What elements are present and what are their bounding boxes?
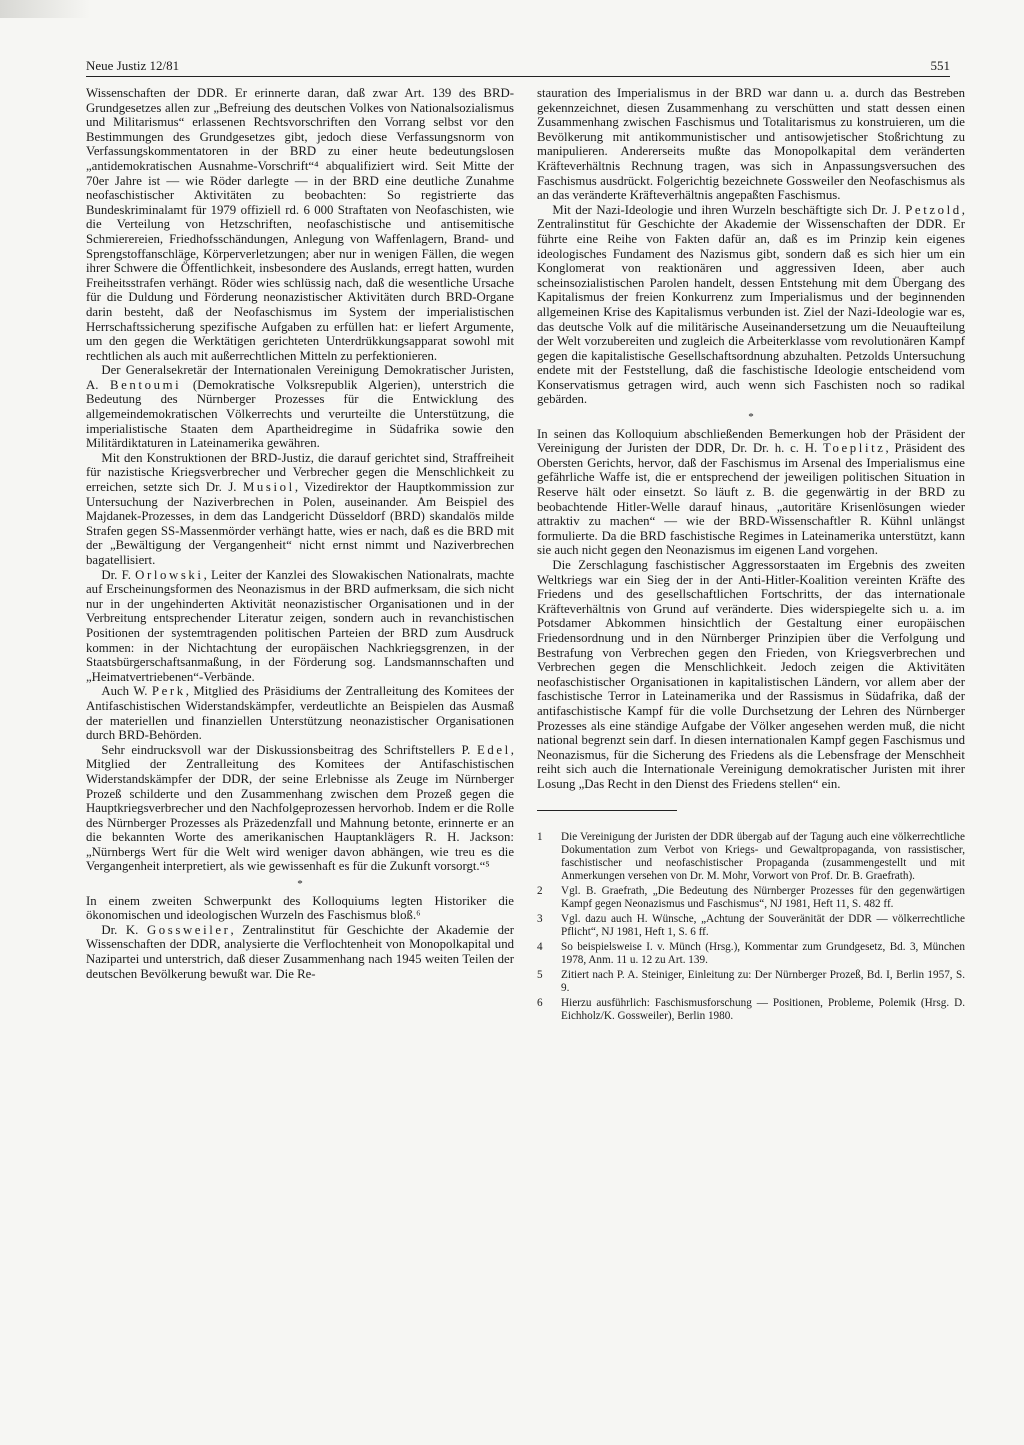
journal-issue: Neue Justiz 12/81	[86, 58, 180, 73]
running-header	[86, 56, 950, 77]
paragraph: Wissenschaften der DDR. Er erinnerte daran, daß zwar Art. 139 des BRD-Grundgesetzes allen zur „Befreiung des deutschen Volkes von Nationalsozialismus und Militarismus“ erlassenen Rechtsvorschriften den Vorrang selbst vor den Bestimmungen des Grundgesetzes gibt, jedoch diese Verfassungsnorm von Verfassungskommentatoren in der BRD zu einer heute bedeutungslosen „antidemokratischen Ausnahme-Vorschrift“⁴ abqualifiziert wird. Seit Mitte der 70er Jahre ist — wie Röder darlegte — in der BRD eine deutliche Zunahme neofaschistischer Aktivitäten zu beobachten: So registrierte das Bundeskriminalamt für 1979 offiziell rd. 6 000 Straftaten von Neofaschisten, wie die Verteilung von Hetzschriften, neofaschistische und antisemitische Schmierereien, Friedhofsschändungen, Anlegung von Waffenlagern, Brand- und Sprengstoffanschläge, Körperverletzungen; aber nur in wenigen Fällen, die wegen ihrer Schwere die Öffentlichkeit, insbesondere des Auslands, erregt hatten, wurden Freiheitsstrafen verhängt. Röder wies schlüssig nach, daß die wesentliche Ursache für die Duldung und Förderung neonazistischer Aktivitäten durch BRD-Organe darin besteht, daß der Neofaschismus im System der imperialistischen Herrschaftssicherung spezifische Aufgaben zu erfüllen hat: er liefert Argumente, um den gegen die Werktätigen gerichteten Unterdrükkungsapparat sowohl mit rechtlichen als auch mit außerrechtlichen Mitteln zu perfektionieren.	[86, 86, 514, 363]
scan-edge	[0, 0, 90, 18]
footnote: 4 So beispielsweise I. v. Münch (Hrsg.), Kommentar zum Grundgesetz, Bd. 3, München 1978, Anm. 11 u. 12 zu Art. 139.	[537, 940, 965, 966]
speaker-name: Toeplitz	[823, 441, 886, 456]
footnotes	[537, 831, 965, 1023]
right-column	[537, 86, 965, 1025]
footnote: 6 Hierzu ausführlich: Faschismusforschung — Positionen, Probleme, Polemik (Hrsg. D. Eichholz/K. Gossweiler), Berlin 1980.	[537, 996, 965, 1022]
footnote: 5 Zitiert nach P. A. Steiniger, Einleitung zu: Der Nürnberger Prozeß, Bd. I, Berlin 1957, S. 9.	[537, 968, 965, 994]
paragraph: Dr. F. Orlowski, Leiter der Kanzlei des Slowakischen Nationalrats, machte auf Erscheinungsformen des Neonazismus in der BRD aufmerksam, die sich nicht nur in der ungehinderten Aktivität neonazistischer Organisationen und in der Verbreitung entsprechender Literatur zeigen, sondern auch in revanchistischen Positionen der systemtragenden politischen Parteien der BRD zum Ausdruck kommen: in der Nichtachtung der europäischen Nachkriegsgrenzen, in der Staatsbürgerschaftsanmaßung, in der Förderung sog. Landsmannschaften und „Heimatvertriebenen“-Verbände.	[86, 567, 514, 684]
page-number: 551	[930, 58, 950, 73]
paragraph: Die Zerschlagung faschistischer Aggressorstaaten im Ergebnis des zweiten Weltkriegs war ein Sieg der in der Anti-Hitler-Koalition vereinten Kräfte des Friedens und des gesellschaftlichen Fortschritts, der das internationale Kräfteverhältnis von Grund auf veränderte. Dies widerspiegelte sich u. a. im Potsdamer Abkommen hinsichtlich der Gestaltung einer europäischen Friedensordnung und in den Nürnberger Prinzipien über die Verfolgung und Bestrafung von Verbrechen gegen den Frieden, von Kriegsverbrechen und Verbrechen gegen die Menschlichkeit. Jedoch zeigen die Aktivitäten neofaschistischer Organisationen in kapitalistischen Ländern, vor allem aber der faschistische Terror in Lateinamerika und der Rassismus in Südafrika, daß der antifaschistische Kampf für die volle Durchsetzung der Lehren des Nürnberger Prozesses als eine ständige Aufgabe der Völker angesehen werden muß, die nicht national begrenzt sein darf. In diesen internationalen Kampf gegen Faschismus und Neonazismus, für die Sicherung des Friedens als die Lebensfrage der Menschheit reiht sich auch die Internationale Vereinigung demokratischer Juristen mit ihrer Losung „Das Recht in den Dienst des Friedens stellen“ ein.	[537, 558, 965, 791]
speaker-name: Gossweiler	[146, 922, 231, 937]
paragraph: Auch W. Perk, Mitglied des Präsidiums der Zentralleitung des Komitees der Antifaschistischen Widerstandskämpfer, verdeutlichte an Beispielen das Ausmaß der materiellen und finanziellen Unterstützung neonazistischer Organisationen durch BRD-Behörden.	[86, 684, 514, 743]
footnote: 2 Vgl. B. Graefrath, „Die Bedeutung des Nürnberger Prozesses für den gegenwärtigen Kampf gegen Neonazismus und Faschismus“, NJ 1981, Heft 11, S. 482 ff.	[537, 884, 965, 910]
speaker-name: Bentoumi	[110, 377, 182, 392]
footnote-divider	[537, 810, 677, 811]
speaker-name: Musiol	[242, 480, 295, 495]
footnote: 3 Vgl. dazu auch H. Wünsche, „Achtung der Souveränität der DDR — völkerrechtliche Pflicht“, NJ 1981, Heft 1, S. 6 ff.	[537, 912, 965, 938]
paragraph: stauration des Imperialismus in der BRD war dann u. a. durch das Bestreben gekennzeichnet, diesen Zusammenhang zu verschütten und statt dessen einen Zusammenhang zwischen Faschismus und Totalitarismus zu konstruieren, um die Bevölkerung mit antikommunistischer und antisowjetischer Stoßrichtung zu manipulieren. Andererseits mußte das Monopolkapital dem veränderten Kräfteverhältnis Rechnung tragen, was sich in Anpassungsversuchen des Faschismus ausdrückt. Folgerichtig bezeichnete Gossweiler den Neofaschismus als an das veränderte Kräfteverhältnis angepaßten Faschismus.	[537, 86, 965, 203]
paragraph: Mit den Konstruktionen der BRD-Justiz, die darauf gerichtet sind, Straffreiheit für nazistische Kriegsverbrecher und Verbrecher gegen die Menschlichkeit zu erreichen, setzte sich Dr. J. Musiol, Vizedirektor der Hauptkommission zur Untersuchung der Naziverbrechen in Polen, auseinander. Am Beispiel des Majdanek-Prozesses, in dem das Landgericht Düsseldorf (BRD) skandalös milde Strafen gegen SS-Massenmörder verhängt hatte, wies er nach, daß es die BRD mit der „Bewältigung der Vergangenheit“ nicht ernst nimmt und Naziverbrechen bagatellisiert.	[86, 450, 515, 567]
speaker-name: Edel	[476, 742, 511, 757]
speaker-name: Petzold	[905, 202, 962, 217]
section-separator: *	[748, 411, 754, 424]
speaker-name: Perk	[151, 684, 186, 699]
paragraph: Mit der Nazi-Ideologie und ihren Wurzeln beschäftigte sich Dr. J. Petzold, Zentralinstitut für Geschichte der Akademie der Wissenschaften der DDR. Er führte eine Reihe von Fakten dafür an, daß es im Prinzip kein eigenes ideologisches Fundament des Nazismus gibt, sondern daß es sich hier um ein Konglomerat von reaktionären und aggressiven Ideen, aber auch scheinsozialistischen Parolen handelt, dessen Entstehung mit dem Übergang des Kapitalismus der freien Konkurrenz zum Imperialismus und der beginnenden allgemeinen Krise des Kapitalismus verbunden ist. Ziel der Nazi-Ideologie war es, das deutsche Volk auf die militärische Auseinandersetzung um die Neuaufteilung der Welt vorzubereiten und zugleich die Arbeiterklasse vom revolutionären Kampf gegen die kapitalistische Gesellschaftsordnung abzuhalten. Petzolds Untersuchung endete mit der Feststellung, daß die faschistische Ideologie entscheidend vom Konservatismus getragen wird, auch wenn sich Faschisten noch so radikal gebärden.	[537, 202, 965, 407]
paragraph: In einem zweiten Schwerpunkt des Kolloquiums legten Historiker die ökonomischen und ideologischen Wurzeln des Faschismus bloß.⁶	[86, 893, 514, 923]
speaker-name: Orlowski	[135, 567, 204, 582]
paragraph: Dr. K. Gossweiler, Zentralinstitut für Geschichte der Akademie der Wissenschaften der DDR, analysierte die Verflochtenheit von Monopolkapital und Nazipartei und unterstrich, daß dieser Zusammenhang nach 1945 weiten Teilen der deutschen Bevölkerung bewußt war. Die Re-	[86, 922, 514, 981]
footnote: 1 Die Vereinigung der Juristen der DDR übergab auf der Tagung auch eine völkerrechtliche Dokumentation zum Verbot von Kriegs- und Gewaltpropaganda, von rassistischer, faschistischer und neofaschistischer Propaganda (zusammengestellt und mit Anmerkungen versehen von Dr. M. Mohr, Vorwort von Prof. Dr. B. Graefrath).	[537, 830, 965, 882]
paragraph: Der Generalsekretär der Internationalen Vereinigung Demokratischer Juristen, A. Bentoumi (Demokratische Volksrepublik Algerien), unterstrich die Bedeutung des Nürnberger Prozesses für die Entwicklung des allgemeindemokratischen Völkerrechts und verurteilte die Unterstützung, die imperialistische Staaten dem Apartheidregime in Südafrika sowie den Militärdiktaturen in Lateinamerika gewähren.	[86, 363, 514, 451]
paragraph: Sehr eindrucksvoll war der Diskussionsbeitrag des Schriftstellers P. Edel, Mitglied der Zentralleitung des Komitees der Antifaschistischen Widerstandskämpfer der DDR, der seine Erlebnisse als Zeuge im Nürnberger Prozeß schilderte und den Zusammenhang zwischen dem Prozeß gegen die Hauptkriegsverbrecher und den Nachfolgeprozessen hervorhob. Indem er die Rolle des Nürnberger Prozesses als Präzedenzfall und Mahnung betonte, erinnerte er an die bekannten Worte des amerikanischen Hauptanklägers R. H. Jackson: „Nürnbergs Wert für die Welt wird weniger davon abhängen, wie treu es die Vergangenheit interpretiert, als wie gewissenhaft es für die Zukunft vorsorgt.“⁵	[86, 742, 514, 874]
paragraph: In seinen das Kolloquium abschließenden Bemerkungen hob der Präsident der Vereinigung der Juristen der DDR, Dr. Dr. h. c. H. Toeplitz, Präsident des Obersten Gerichts, hervor, daß der Faschismus im Arsenal des Imperialismus eine gefährliche Waffe ist, die er entsprechend der jeweiligen politischen Situation in Reserve hält oder einsetzt. So läuft z. B. die gegenwärtig in der BRD zu beobachtende Hitler-Welle darauf hinaus, „autoritäre Krisenlösungen wieder attraktiv zu machen“ — wie der BRD-Wissenschaftler R. Kühnl unlängst formulierte. Da die BRD faschistische Regimes in Lateinamerika unterstützt, kann sie auch nicht gegen den Neonazismus im eigenen Land vorgehen.	[537, 426, 965, 558]
section-separator: *	[297, 878, 303, 891]
left-column	[86, 86, 514, 981]
